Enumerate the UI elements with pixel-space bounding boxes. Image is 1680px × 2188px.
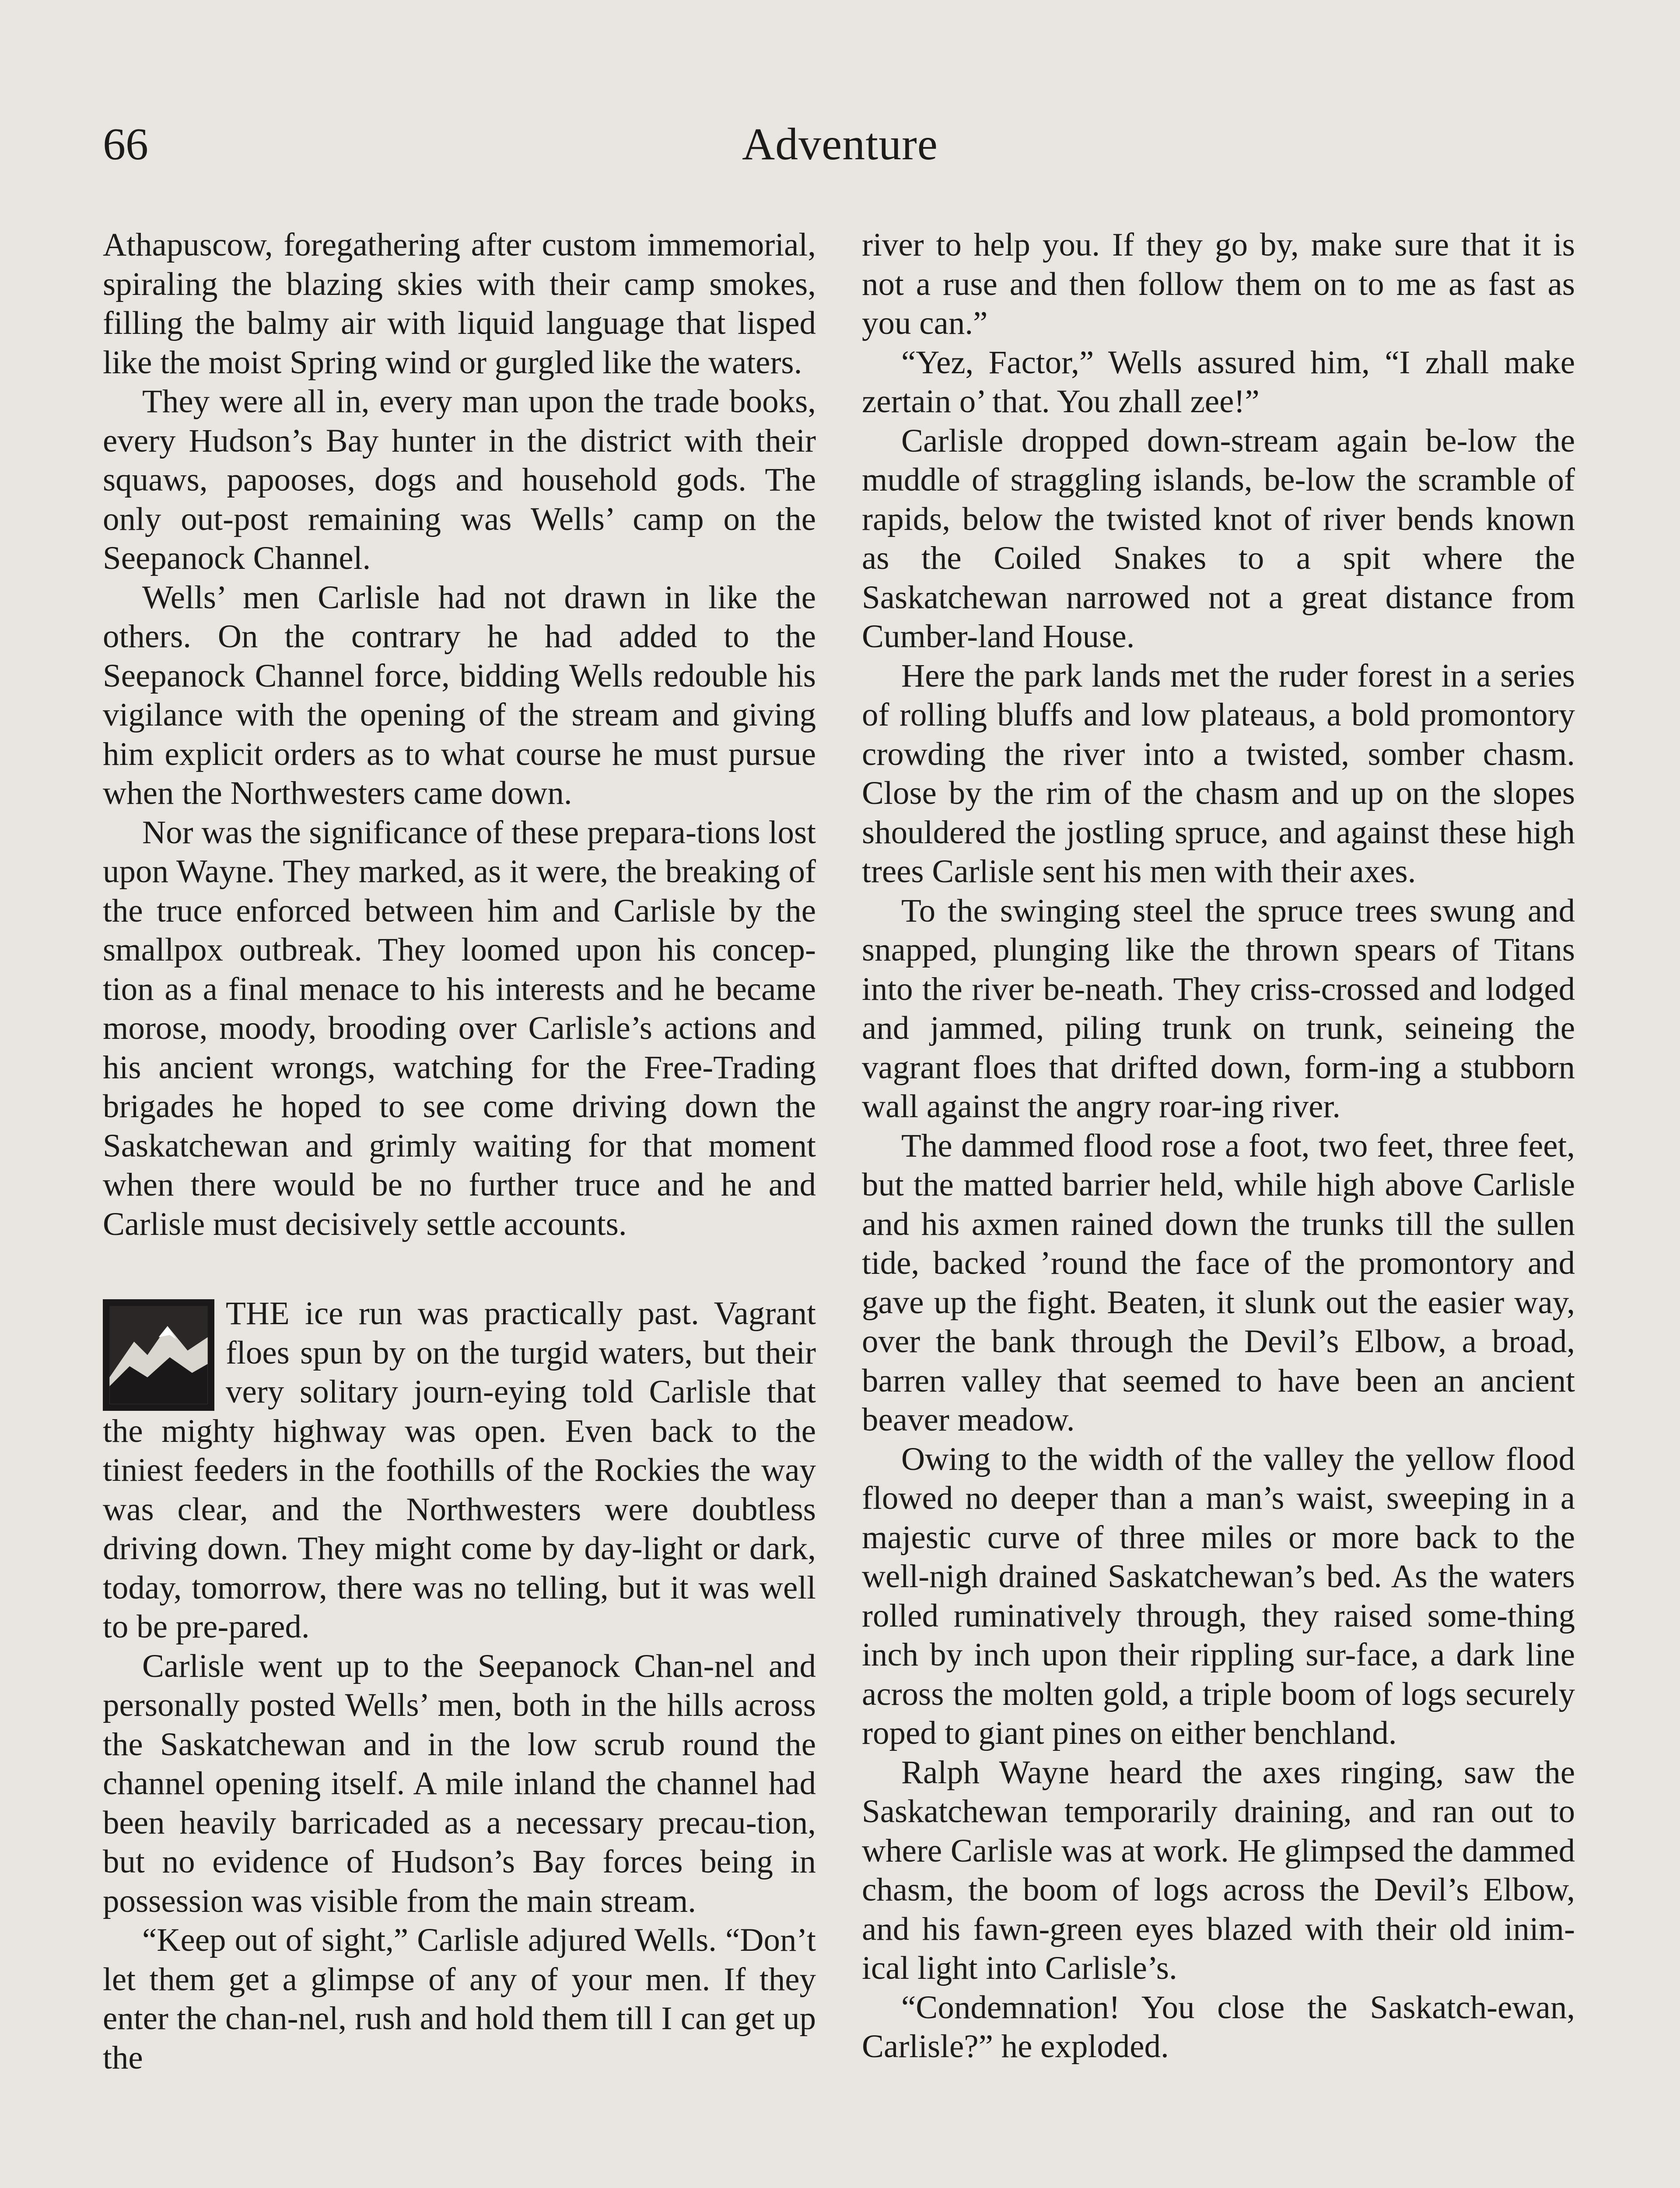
- section-lead-word: THE: [226, 1295, 290, 1332]
- paragraph: river to help you. If they go by, make sure that it is not a ruse and then follow them on to me as fast as you can.”: [862, 227, 1575, 341]
- right-column: [862, 225, 1575, 2066]
- paragraph: “Yez, Factor,” Wells assured him, “I zhall make zertain o’ that. You zhall zee!”: [862, 344, 1575, 420]
- paragraph: Owing to the width of the valley the yellow flood flowed no deeper than a man’s waist, sweeping in a majestic curve of three miles or more back to the well-nigh drained Saskatchewan’s bed. As the waters rolled ruminatively through, they raised some-thing inch by inch upon their rippling sur-face, a dark line across the molten gold, a triple boom of logs securely roped to giant pines on either benchland.: [862, 1441, 1575, 1751]
- paragraph: Nor was the significance of these prepara-tions lost upon Wayne. They marked, as it were, the breaking of the truce enforced between him and Carlisle by the smallpox outbreak. They loomed upon his concep-tion as a final menace to his interests and he became morose, moody, brooding over Carlisle’s actions and his ancient wrongs, watching for the Free-Trading brigades he hoped to see come driving down the Saskatchewan and grimly waiting for that moment when there would be no further truce and he and Carlisle must decisively settle accounts.: [103, 814, 816, 1242]
- left-column: [103, 225, 816, 2077]
- paragraph: They were all in, every man upon the trade books, every Hudson’s Bay hunter in the district with their squaws, papooses, dogs and household gods. The only out-post remaining was Wells’ camp on the Seepanock Channel.: [103, 383, 816, 576]
- page-number: 66: [103, 119, 148, 169]
- paragraph: “Keep out of sight,” Carlisle adjured Wells. “Don’t let them get a glimpse of any of your men. If they enter the chan-nel, rush and hold them till I can get up the: [103, 1922, 816, 2076]
- paragraph: Carlisle went up to the Seepanock Chan-nel and personally posted Wells’ men, both in the hills across the Saskatchewan and in the low scrub round the channel opening itself. A mile inland the channel had been heavily barricaded as a necessary precau-tion, but no evidence of Hudson’s Bay forces being in possession was visible from the main stream.: [103, 1648, 816, 1919]
- paragraph: Carlisle dropped down-stream again be-low the muddle of straggling islands, be-low the scramble of rapids, below the twisted knot of river bends known as the Coiled Snakes to a spit where the Saskatchewan narrowed not a great distance from Cumber-land House.: [862, 422, 1575, 655]
- paragraph-text: ice run was practically past. Vagrant floes spun by on the turgid waters, but their very solitary journ-eying told Carlisle that the mighty highway was open. Even back to the tiniest feeders in the foothills of the Rockies the way was clear, and the Northwesters were doubtless driving down. They might come by day-light or dark, today, tomorrow, there was no telling, but it was well to be pre-pared.: [103, 1295, 816, 1645]
- section-break: [103, 1244, 816, 1294]
- paragraph: Athapuscow, foregathering after custom immemorial, spiraling the blazing skies with their camp smokes, filling the balmy air with liquid language that lisped like the moist Spring wind or gurgled like the waters.: [103, 227, 816, 381]
- mountain-vignette-icon: [103, 1299, 214, 1411]
- paragraph: Ralph Wayne heard the axes ringing, saw the Saskatchewan temporarily draining, and ran out to where Carlisle was at work. He glimpsed the dammed chasm, the boom of logs across the Devil’s Elbow, and his fawn-green eyes blazed with their old inim-ical light into Carlisle’s.: [862, 1754, 1575, 1986]
- paragraph: The dammed flood rose a foot, two feet, three feet, but the matted barrier held, while high above Carlisle and his axmen rained down the trunks till the sullen tide, backed ’round the face of the promontory and gave up the fight. Beaten, it slunk out the easier way, over the bank through the Devil’s Elbow, a broad, barren valley that seemed to have been an ancient beaver meadow.: [862, 1127, 1575, 1438]
- paragraph: “Condemnation! You close the Saskatch-ewan, Carlisle?” he exploded.: [862, 1989, 1575, 2065]
- running-title: Adventure: [742, 119, 938, 169]
- page-header: [103, 118, 1577, 184]
- paragraph: To the swinging steel the spruce trees swung and snapped, plunging like the thrown spears of Titans into the river be-neath. They criss-crossed and lodged and jammed, piling trunk on trunk, seineing the vagrant floes that drifted down, form-ing a stubborn wall against the angry roar-ing river.: [862, 892, 1575, 1125]
- paragraph: Wells’ men Carlisle had not drawn in like the others. On the contrary he had added to the Seepanock Channel force, bidding Wells redouble his vigilance with the opening of the stream and giving him explicit orders as to what course he must pursue when the Northwesters came down.: [103, 579, 816, 811]
- paragraph: Here the park lands met the ruder forest in a series of rolling bluffs and low plateaus, a bold promontory crowding the river into a twisted, somber chasm. Close by the rim of the chasm and up on the slopes shouldered the jostling spruce, and against these high trees Carlisle sent his men with their axes.: [862, 657, 1575, 890]
- section-opening-paragraph: [103, 1294, 816, 1647]
